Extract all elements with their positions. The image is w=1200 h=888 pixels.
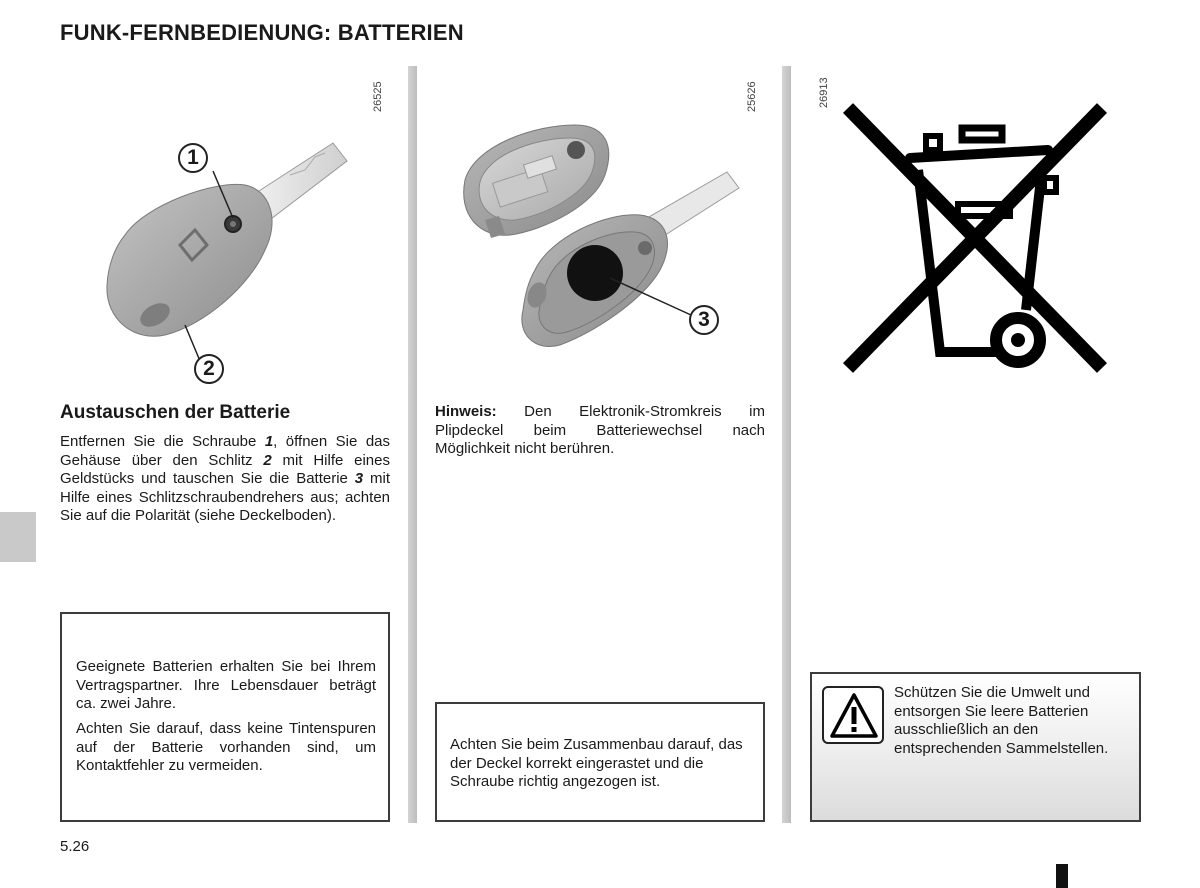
callout-3: 3: [689, 305, 719, 335]
callout-1: 1: [178, 143, 208, 173]
page-number: 5.26: [60, 838, 90, 855]
column-divider-right: [782, 66, 791, 823]
battery-info-note-box: [60, 612, 390, 822]
reassembly-note-box: [435, 702, 765, 822]
section-heading-battery-replacement: Austauschen der Batterie: [60, 402, 291, 423]
environment-warning-text: Schützen Sie die Umwelt und entsorgen Sie leere Batterien ausschließlich an den entsprechenden Sammelstellen.: [894, 684, 1109, 757]
chapter-side-tab: [0, 512, 36, 562]
key-fob-illustration: [95, 135, 365, 365]
note-reassembly: Achten Sie beim Zusammenbau darauf, das der Deckel korrekt eingerastet und die Schraube richtig angezogen ist.: [450, 736, 743, 791]
callout-2: 2: [194, 354, 224, 384]
figure-number-1: 26525: [372, 81, 384, 112]
note-battery-lifetime: Geeignete Batterien erhalten Sie bei Ihrem Vertragspartner. Ihre Lebensdauer beträgt ca. zwei Jahre.: [76, 658, 376, 713]
environment-warning-box: [810, 672, 1141, 822]
note-ink-traces: Achten Sie darauf, dass keine Tintenspuren auf der Batterie vorhanden sind, um Kontaktfehler zu vermeiden.: [76, 720, 376, 775]
crossed-out-wheelie-bin-icon: [840, 100, 1110, 375]
figure-number-3: 26913: [818, 77, 830, 108]
figure-number-2: 25626: [746, 81, 758, 112]
hint-paragraph: Hinweis: Den Elektronik-Stromkreis im Plipdeckel beim Batteriewechsel nach Möglichkeit nicht berühren.: [435, 403, 765, 458]
battery-replacement-paragraph: Entfernen Sie die Schraube 1, öffnen Sie das Gehäuse über den Schlitz 2 mit Hilfe eines Geldstücks und tauschen Sie die Batterie 3 mit Hilfe eines Schlitzschraubendrehers aus; achten Sie auf die Polarität (siehe Deckelboden).: [60, 433, 391, 525]
page-title: FUNK-FERNBEDIENUNG: BATTERIEN: [60, 20, 464, 45]
warning-triangle-icon: [822, 686, 884, 744]
column-divider-left: [408, 66, 417, 823]
page-edge-mark: [1056, 864, 1068, 888]
